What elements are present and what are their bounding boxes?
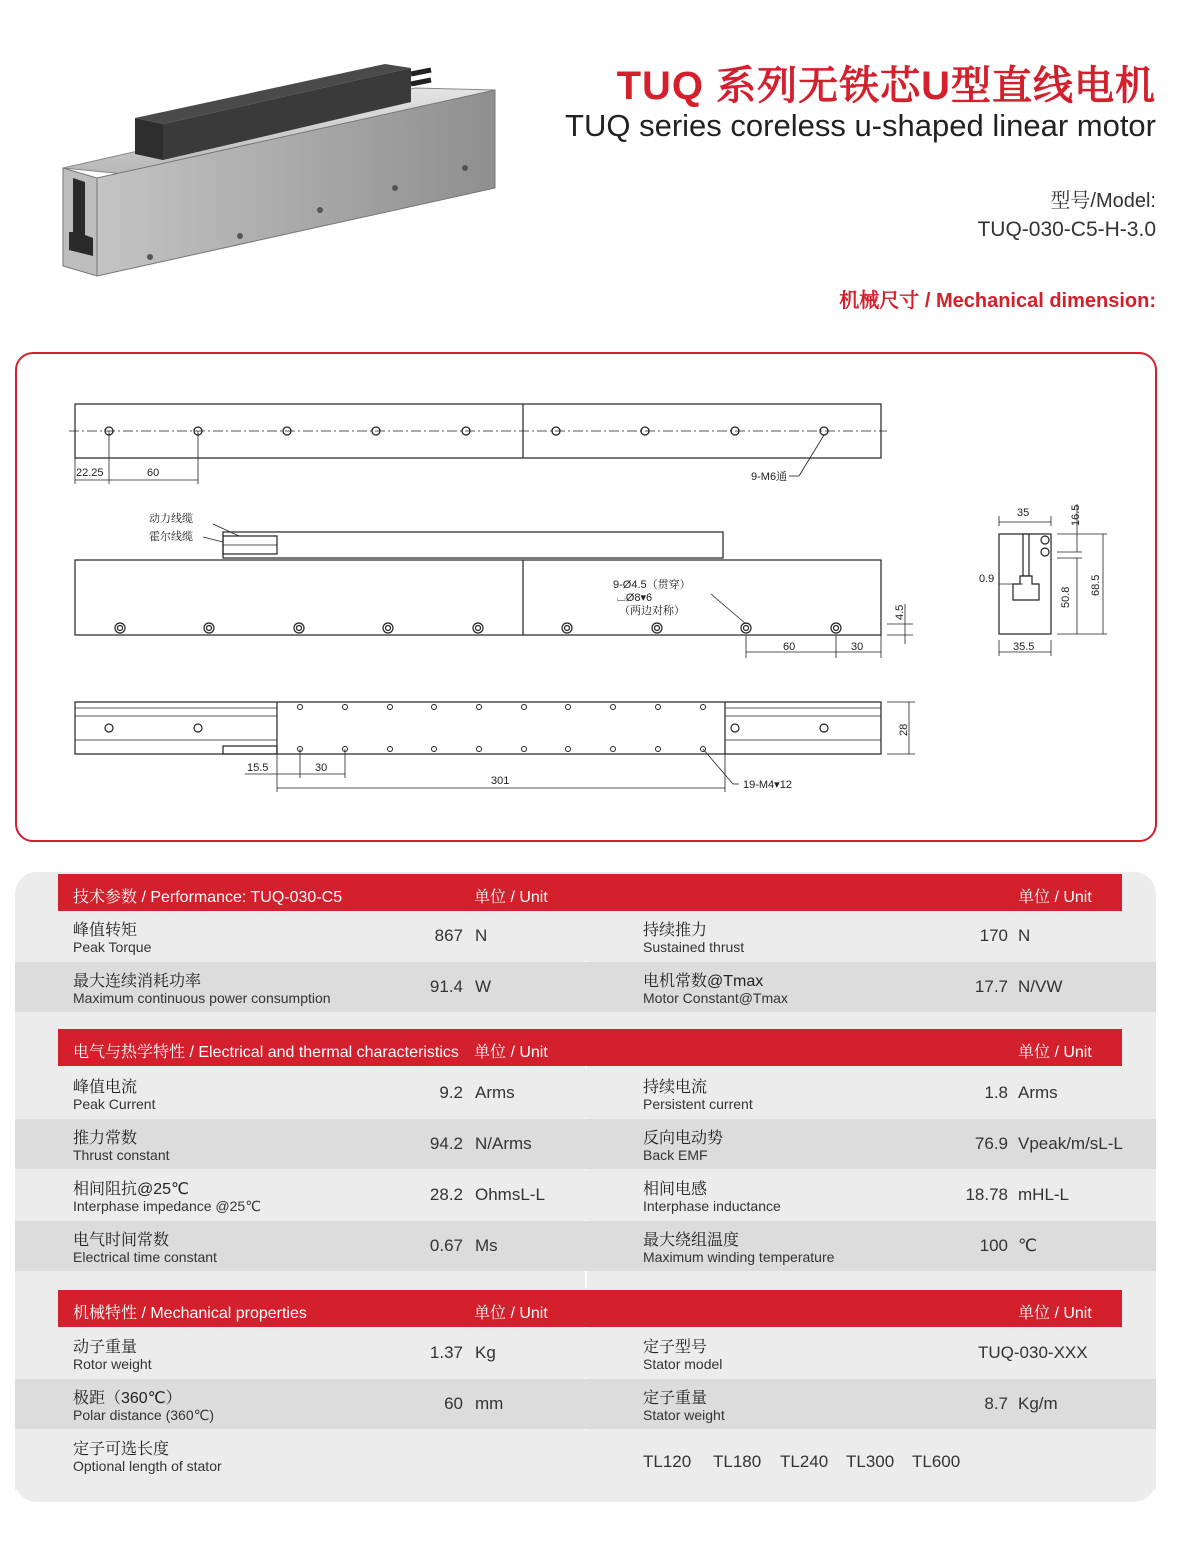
param-en: Rotor weight	[73, 1356, 152, 1372]
param-value: 0.67	[429, 1236, 463, 1255]
hole-note-line-3: （两边对称）	[619, 605, 685, 617]
param-unit: N/VW	[1018, 977, 1063, 996]
param-unit: Kg	[475, 1343, 496, 1362]
param-value: 1.8	[984, 1083, 1008, 1102]
param-cn: 极距（360℃）	[73, 1390, 182, 1407]
param-unit: mHL-L	[1018, 1185, 1070, 1204]
hole-note-line-2: ⌴Ø8▾6	[617, 592, 653, 604]
hole-note-m4: 19-M4▾12	[743, 779, 792, 791]
param-en: Back EMF	[643, 1147, 708, 1163]
param-en: Peak Current	[73, 1096, 156, 1112]
param-cn: 最大连续消耗功率	[73, 973, 202, 990]
param-unit: Kg/m	[1018, 1394, 1058, 1413]
param-value: 8.7	[984, 1394, 1008, 1413]
dim-50-8: 50.8	[1060, 586, 1072, 608]
dim-301: 301	[491, 775, 510, 787]
table-row	[15, 1221, 1156, 1271]
param-cn: 定子可选长度	[73, 1441, 170, 1458]
table-row	[15, 962, 1156, 1012]
model-label: 型号/Model:	[1050, 190, 1156, 212]
dim-28: 28	[898, 723, 910, 736]
param-value: 170	[979, 926, 1008, 945]
param-en: Peak Torque	[73, 939, 152, 955]
param-en: Sustained thrust	[643, 939, 745, 955]
stator-length-option: TL300	[846, 1452, 895, 1471]
param-en: Maximum winding temperature	[643, 1249, 835, 1265]
unit-label-right: 单位 / Unit	[1018, 889, 1092, 906]
param-en: Thrust constant	[73, 1147, 170, 1163]
param-cn: 相间电感	[643, 1181, 708, 1198]
dim-0-9: 0.9	[979, 573, 995, 585]
dim-35-top: 35	[1017, 507, 1030, 519]
section-title: 电气与热学特性 / Electrical and thermal characteristics	[73, 1044, 459, 1061]
stator-length-option: TL120	[643, 1452, 692, 1471]
unit-label-left: 单位 / Unit	[474, 889, 548, 906]
dim-35-5: 35.5	[1013, 641, 1035, 653]
cable-power-label: 动力线缆	[149, 513, 193, 525]
param-value: 17.7	[974, 977, 1008, 996]
param-value: 18.78	[965, 1185, 1008, 1204]
param-value: 9.2	[439, 1083, 463, 1102]
param-unit: Arms	[475, 1083, 515, 1102]
param-value: 28.2	[429, 1185, 463, 1204]
param-unit: N/Arms	[475, 1134, 532, 1153]
unit-label-right: 单位 / Unit	[1018, 1305, 1092, 1322]
param-unit: Ms	[475, 1236, 498, 1255]
param-unit: ℃	[1018, 1236, 1038, 1255]
param-unit: N	[1018, 926, 1031, 945]
param-unit: W	[475, 977, 492, 996]
param-value: 1.37	[429, 1343, 463, 1362]
dim-30-side: 30	[851, 641, 864, 653]
dim-60-top: 60	[147, 467, 160, 479]
param-unit: OhmsL-L	[475, 1185, 545, 1204]
param-value: 91.4	[429, 977, 463, 996]
param-en: Interphase impedance @25℃	[73, 1198, 261, 1214]
param-en: Polar distance (360℃)	[73, 1407, 215, 1423]
table-row	[15, 911, 1156, 961]
section-title: 机械特性 / Mechanical properties	[73, 1305, 307, 1322]
param-cn: 持续推力	[643, 922, 708, 939]
param-value: TUQ-030-XXX	[978, 1343, 1088, 1362]
model-value: TUQ-030-C5-H-3.0	[977, 218, 1156, 241]
param-cn: 最大绕组温度	[643, 1232, 740, 1249]
page-subtitle: TUQ series coreless u-shaped linear motor	[565, 108, 1156, 143]
page-title: TUQ 系列无铁芯U型直线电机	[616, 64, 1156, 108]
section-header-mechanical	[58, 1290, 1122, 1327]
param-cn: 电气时间常数	[73, 1232, 170, 1249]
param-en: Maximum continuous power consumption	[73, 990, 331, 1006]
table-row	[15, 1119, 1156, 1169]
unit-label-left: 单位 / Unit	[474, 1305, 548, 1322]
stator-length-option: TL180	[713, 1452, 762, 1471]
dim-22-25: 22.25	[76, 467, 104, 479]
table-row-optional-length	[15, 1430, 1156, 1490]
section-title: 技术参数 / Performance: TUQ-030-C5	[73, 889, 343, 906]
dim-16-5: 16.5	[1070, 504, 1082, 526]
param-cn: 持续电流	[643, 1079, 708, 1096]
table-row	[15, 1170, 1156, 1220]
param-cn: 电机常数@Tmax	[643, 973, 764, 990]
param-unit: mm	[475, 1394, 504, 1413]
hole-note-line-1: 9-Ø4.5（贯穿）	[613, 579, 691, 591]
param-en: Optional length of stator	[73, 1458, 222, 1474]
technical-drawing	[17, 354, 1155, 840]
mechanical-dimension-heading: 机械尺寸 / Mechanical dimension:	[839, 290, 1156, 312]
section-header-electrical	[58, 1029, 1122, 1066]
dim-68-5: 68.5	[1090, 574, 1102, 596]
drawing-frame	[15, 352, 1157, 842]
table-row	[15, 1379, 1156, 1429]
param-en: Stator weight	[643, 1407, 725, 1423]
cable-hall-label: 霍尔线缆	[149, 531, 193, 543]
param-cn: 峰值电流	[73, 1079, 138, 1096]
param-unit: Arms	[1018, 1083, 1058, 1102]
param-cn: 推力常数	[73, 1130, 138, 1147]
product-image	[55, 60, 505, 285]
section-header-performance	[58, 874, 1122, 911]
dim-30-bottom: 30	[315, 762, 328, 774]
param-en: Persistent current	[643, 1096, 753, 1112]
param-cn: 反向电动势	[643, 1130, 724, 1147]
unit-label-right: 单位 / Unit	[1018, 1044, 1092, 1061]
param-value: 100	[979, 1236, 1008, 1255]
dim-15-5: 15.5	[247, 762, 269, 774]
param-en: Motor Constant@Tmax	[643, 990, 788, 1006]
param-cn: 峰值转矩	[73, 922, 138, 939]
param-cn: 动子重量	[73, 1339, 138, 1356]
param-en: Stator model	[643, 1356, 723, 1372]
table-row	[15, 1068, 1156, 1118]
param-value: 76.9	[974, 1134, 1008, 1153]
param-value: 60	[444, 1394, 463, 1413]
hole-note-m6: 9-M6通	[751, 471, 788, 483]
param-value: 94.2	[429, 1134, 463, 1153]
param-en: Electrical time constant	[73, 1249, 217, 1265]
param-cn: 相间阻抗@25℃	[73, 1181, 190, 1198]
param-cn: 定子重量	[643, 1390, 708, 1407]
table-row	[15, 1328, 1156, 1378]
param-cn: 定子型号	[643, 1339, 708, 1356]
unit-label-left: 单位 / Unit	[474, 1044, 548, 1061]
stator-length-option: TL240	[780, 1452, 829, 1471]
param-unit: N	[475, 926, 488, 945]
param-en: Interphase inductance	[643, 1198, 781, 1214]
dim-60-side: 60	[783, 641, 796, 653]
param-value: 867	[434, 926, 463, 945]
stator-length-option: TL600	[912, 1452, 961, 1471]
param-unit: Vpeak/m/sL-L	[1018, 1134, 1123, 1153]
dim-4-5: 4.5	[894, 604, 906, 620]
